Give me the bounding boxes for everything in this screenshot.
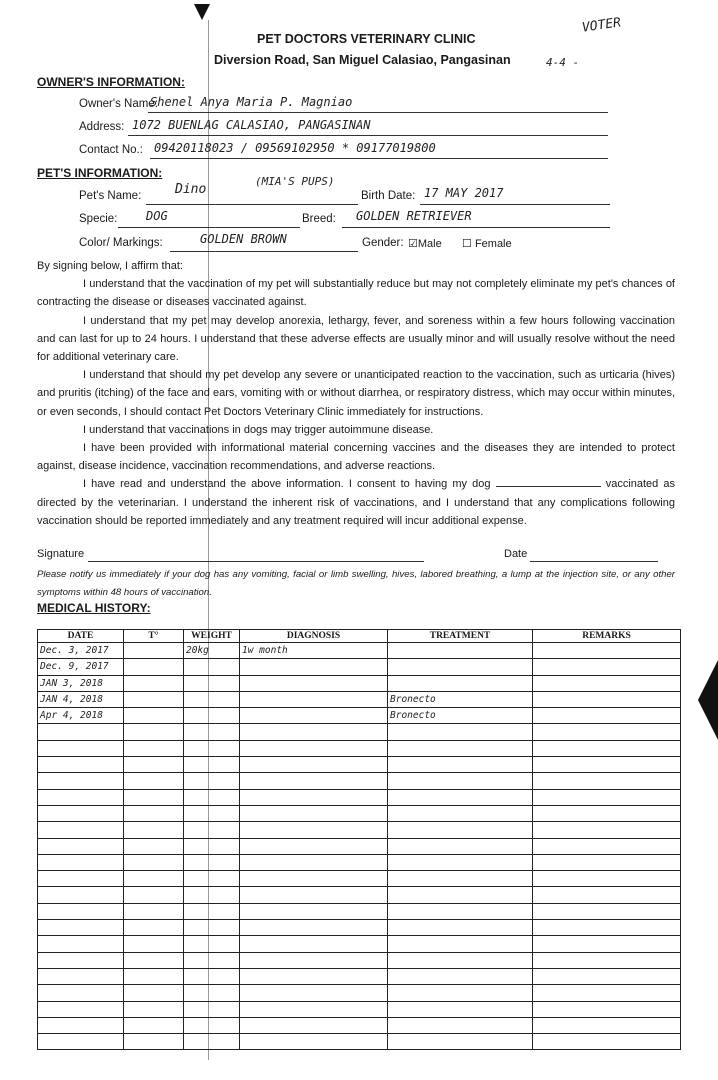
cell-treatment bbox=[388, 920, 533, 936]
consent-p1: I understand that the vaccination of my pet will substantially reduce but may not completely eliminate my pet's chances of contracting the disease or diseases vaccinated against. bbox=[37, 278, 675, 309]
col-temp-header: T° bbox=[124, 630, 184, 643]
cell-treatment bbox=[388, 838, 533, 854]
gender-female-option[interactable] bbox=[462, 237, 512, 250]
date-label: Date bbox=[504, 548, 528, 560]
cell-temp bbox=[124, 1034, 184, 1050]
cell-weight bbox=[184, 1034, 240, 1050]
pet-name-value: Dino bbox=[175, 182, 207, 197]
cell-remarks bbox=[533, 708, 681, 724]
corner-note: VOTER bbox=[581, 15, 622, 36]
cell-treatment bbox=[388, 1017, 533, 1033]
cell-remarks bbox=[533, 887, 681, 903]
cell-weight bbox=[184, 871, 240, 887]
cell-date bbox=[38, 724, 124, 740]
cell-date bbox=[38, 805, 124, 821]
cell-weight bbox=[184, 789, 240, 805]
notice-text: Please notify us immediately if your dog has any vomiting, facial or limb swelling, hives, labored breathing, a lump at the injection site, or any other symptoms within 48 hours of vaccination. bbox=[37, 569, 675, 598]
col-date-header: DATE bbox=[38, 630, 124, 643]
cell-date: JAN 3, 2018 bbox=[38, 675, 124, 691]
cell-weight: 20kg bbox=[184, 643, 240, 659]
cell-temp bbox=[124, 805, 184, 821]
medical-history-table bbox=[37, 629, 681, 1050]
cell-treatment bbox=[388, 936, 533, 952]
consent-p6b: vaccinated as directed by the veterinarian. I understand the inherent risk of vaccinations, and I understand that any complications following vaccination should be reported immediately and any treatment required will incur additional expense. bbox=[37, 478, 676, 527]
cell-diagnosis bbox=[240, 903, 388, 919]
birth-date-value: 17 MAY 2017 bbox=[424, 186, 504, 200]
cell-diagnosis bbox=[240, 1001, 388, 1017]
cell-temp bbox=[124, 936, 184, 952]
cell-diagnosis bbox=[240, 936, 388, 952]
consent-p5: I have been provided with informational material concerning vaccines and the diseases they are intended to protect against, disease incidence, vaccination recommendations, and adverse reactions. bbox=[37, 442, 675, 473]
cell-weight bbox=[184, 952, 240, 968]
table-row bbox=[38, 789, 681, 805]
cell-temp bbox=[124, 643, 184, 659]
breed-label: Breed: bbox=[302, 213, 336, 225]
cell-remarks bbox=[533, 1034, 681, 1050]
cell-weight bbox=[184, 805, 240, 821]
cell-treatment bbox=[388, 805, 533, 821]
cell-treatment bbox=[388, 789, 533, 805]
contact-value: 09420118023 / 09569102950 * 09177019800 bbox=[154, 141, 436, 155]
cell-date bbox=[38, 952, 124, 968]
table-row bbox=[38, 887, 681, 903]
owner-section-title: OWNER'S INFORMATION: bbox=[37, 75, 185, 89]
cell-temp bbox=[124, 838, 184, 854]
cell-treatment bbox=[388, 724, 533, 740]
cell-remarks bbox=[533, 1001, 681, 1017]
cell-remarks bbox=[533, 936, 681, 952]
cell-temp bbox=[124, 757, 184, 773]
table-row bbox=[38, 854, 681, 870]
cell-diagnosis bbox=[240, 1034, 388, 1050]
table-row bbox=[38, 708, 681, 724]
gender-male-text: Male bbox=[417, 238, 442, 250]
pet-section-title: PET'S INFORMATION: bbox=[37, 166, 163, 180]
cell-temp bbox=[124, 968, 184, 984]
cell-weight bbox=[184, 659, 240, 675]
cell-treatment bbox=[388, 903, 533, 919]
scan-marker bbox=[194, 4, 210, 20]
cell-weight bbox=[184, 838, 240, 854]
cell-date bbox=[38, 871, 124, 887]
cell-temp bbox=[124, 773, 184, 789]
cell-temp bbox=[124, 724, 184, 740]
table-header-row bbox=[38, 630, 681, 643]
cell-diagnosis bbox=[240, 985, 388, 1001]
cell-weight bbox=[184, 854, 240, 870]
breed-line bbox=[342, 227, 610, 228]
owner-name-label: Owner's Name: bbox=[79, 98, 158, 110]
cell-diagnosis bbox=[240, 773, 388, 789]
cell-remarks bbox=[533, 1017, 681, 1033]
signature-label: Signature bbox=[37, 548, 85, 560]
table-row bbox=[38, 1001, 681, 1017]
cell-date bbox=[38, 757, 124, 773]
birth-date-line bbox=[420, 204, 610, 205]
cell-treatment bbox=[388, 952, 533, 968]
consent-p6 bbox=[37, 475, 675, 530]
table-row bbox=[38, 920, 681, 936]
owner-name-value: Shenel Anya Maria P. Magniao bbox=[150, 95, 353, 109]
color-value: GOLDEN BROWN bbox=[200, 232, 287, 246]
cell-date bbox=[38, 740, 124, 756]
cell-diagnosis bbox=[240, 854, 388, 870]
cell-diagnosis bbox=[240, 659, 388, 675]
cell-treatment bbox=[388, 985, 533, 1001]
cell-temp bbox=[124, 822, 184, 838]
cell-date bbox=[38, 920, 124, 936]
table-row bbox=[38, 675, 681, 691]
table-row bbox=[38, 822, 681, 838]
cell-date bbox=[38, 1001, 124, 1017]
table-row bbox=[38, 724, 681, 740]
cell-temp bbox=[124, 887, 184, 903]
cell-remarks bbox=[533, 789, 681, 805]
table-row bbox=[38, 903, 681, 919]
cell-weight bbox=[184, 691, 240, 707]
table-row bbox=[38, 985, 681, 1001]
cell-weight bbox=[184, 985, 240, 1001]
cell-diagnosis: 1w month bbox=[240, 643, 388, 659]
color-line bbox=[170, 251, 358, 252]
cell-date bbox=[38, 789, 124, 805]
cell-date bbox=[38, 936, 124, 952]
table-row bbox=[38, 871, 681, 887]
gender-female-text: Female bbox=[474, 238, 512, 250]
table-row bbox=[38, 691, 681, 707]
cell-diagnosis bbox=[240, 968, 388, 984]
table-row bbox=[38, 757, 681, 773]
cell-diagnosis bbox=[240, 675, 388, 691]
cell-weight bbox=[184, 903, 240, 919]
cell-treatment bbox=[388, 968, 533, 984]
table-row bbox=[38, 659, 681, 675]
table-row bbox=[38, 773, 681, 789]
cell-weight bbox=[184, 708, 240, 724]
specie-line bbox=[118, 227, 300, 228]
address-label: Address: bbox=[79, 121, 125, 133]
cell-diagnosis bbox=[240, 952, 388, 968]
cell-weight bbox=[184, 822, 240, 838]
cell-date bbox=[38, 903, 124, 919]
owner-name-line bbox=[148, 112, 608, 113]
contact-line bbox=[150, 158, 608, 159]
corner-note-2: 4-4 - bbox=[546, 56, 580, 69]
cell-remarks bbox=[533, 985, 681, 1001]
cell-treatment bbox=[388, 675, 533, 691]
cell-diagnosis bbox=[240, 805, 388, 821]
clinic-address: Diversion Road, San Miguel Calasiao, Pangasinan bbox=[214, 53, 511, 67]
cell-date: Dec. 9, 2017 bbox=[38, 659, 124, 675]
cell-treatment bbox=[388, 659, 533, 675]
cell-temp bbox=[124, 871, 184, 887]
cell-diagnosis bbox=[240, 920, 388, 936]
cell-treatment bbox=[388, 871, 533, 887]
cell-weight bbox=[184, 773, 240, 789]
cell-weight bbox=[184, 887, 240, 903]
table-row bbox=[38, 1017, 681, 1033]
cell-treatment bbox=[388, 773, 533, 789]
table-row bbox=[38, 1034, 681, 1050]
cell-weight bbox=[184, 920, 240, 936]
col-remarks-header: REMARKS bbox=[533, 630, 681, 643]
cell-date: Apr 4, 2018 bbox=[38, 708, 124, 724]
table-row bbox=[38, 952, 681, 968]
cell-weight bbox=[184, 675, 240, 691]
cell-weight bbox=[184, 936, 240, 952]
cell-temp bbox=[124, 920, 184, 936]
cell-diagnosis bbox=[240, 691, 388, 707]
cell-remarks bbox=[533, 659, 681, 675]
cell-temp bbox=[124, 789, 184, 805]
pet-name-note: (MIA'S PUPS) bbox=[255, 175, 335, 188]
cell-treatment bbox=[388, 740, 533, 756]
cell-treatment bbox=[388, 822, 533, 838]
checkbox-checked-icon: ☑ bbox=[408, 238, 418, 250]
cell-weight bbox=[184, 968, 240, 984]
cell-treatment bbox=[388, 887, 533, 903]
address-value: 1072 BUENLAG CALASIAO, PANGASINAN bbox=[132, 118, 371, 132]
cell-diagnosis bbox=[240, 708, 388, 724]
cell-temp bbox=[124, 708, 184, 724]
cell-date bbox=[38, 1017, 124, 1033]
clinic-name: PET DOCTORS VETERINARY CLINIC bbox=[257, 32, 476, 46]
contact-label: Contact No.: bbox=[79, 144, 143, 156]
table-row bbox=[38, 643, 681, 659]
cell-treatment bbox=[388, 854, 533, 870]
cell-date bbox=[38, 968, 124, 984]
cell-remarks bbox=[533, 643, 681, 659]
cell-remarks bbox=[533, 740, 681, 756]
cell-remarks bbox=[533, 854, 681, 870]
cell-diagnosis bbox=[240, 887, 388, 903]
consent-p4: I understand that vaccinations in dogs may trigger autoimmune disease. bbox=[83, 423, 434, 436]
cell-remarks bbox=[533, 968, 681, 984]
consent-block bbox=[37, 257, 675, 530]
cell-remarks bbox=[533, 805, 681, 821]
cell-temp bbox=[124, 952, 184, 968]
breed-value: GOLDEN RETRIEVER bbox=[356, 209, 472, 223]
cell-remarks bbox=[533, 903, 681, 919]
table-row bbox=[38, 740, 681, 756]
consent-p6a: I have read and understand the above information. I consent to having my dog bbox=[83, 478, 491, 491]
color-label: Color/ Markings: bbox=[79, 237, 163, 249]
gender-label: Gender: bbox=[362, 237, 404, 249]
cell-treatment: Bronecto bbox=[388, 708, 533, 724]
cell-diagnosis bbox=[240, 724, 388, 740]
cell-diagnosis bbox=[240, 740, 388, 756]
col-treatment-header: TREATMENT bbox=[388, 630, 533, 643]
signature-line[interactable] bbox=[88, 561, 424, 562]
cell-remarks bbox=[533, 838, 681, 854]
cell-weight bbox=[184, 1001, 240, 1017]
cell-treatment bbox=[388, 1034, 533, 1050]
birth-date-label: Birth Date: bbox=[361, 190, 416, 202]
cell-treatment bbox=[388, 643, 533, 659]
col-weight-header: WEIGHT bbox=[184, 630, 240, 643]
cell-date bbox=[38, 985, 124, 1001]
cell-remarks bbox=[533, 757, 681, 773]
cell-remarks bbox=[533, 822, 681, 838]
table-row bbox=[38, 936, 681, 952]
cell-weight bbox=[184, 740, 240, 756]
cell-diagnosis bbox=[240, 838, 388, 854]
consent-p2: I understand that my pet may develop anorexia, lethargy, fever, and soreness within a few hours following vaccination and can last for up to 24 hours. I understand that these adverse effects are usually minor and will usually resolve without the need for additional veterinary care. bbox=[37, 314, 675, 364]
cell-diagnosis bbox=[240, 1017, 388, 1033]
cell-date bbox=[38, 822, 124, 838]
cell-date bbox=[38, 1034, 124, 1050]
pet-name-label: Pet's Name: bbox=[79, 190, 142, 202]
cell-temp bbox=[124, 903, 184, 919]
consent-intro: By signing below, I affirm that: bbox=[37, 260, 183, 272]
dog-name-blank[interactable] bbox=[496, 476, 601, 487]
table-row bbox=[38, 968, 681, 984]
table-row bbox=[38, 805, 681, 821]
cell-date bbox=[38, 887, 124, 903]
cell-date bbox=[38, 838, 124, 854]
scan-edge-mark bbox=[698, 660, 718, 740]
cell-temp bbox=[124, 675, 184, 691]
cell-weight bbox=[184, 1017, 240, 1033]
cell-diagnosis bbox=[240, 871, 388, 887]
cell-diagnosis bbox=[240, 789, 388, 805]
specie-value: DOG bbox=[146, 209, 168, 223]
cell-weight bbox=[184, 724, 240, 740]
cell-remarks bbox=[533, 675, 681, 691]
cell-remarks bbox=[533, 920, 681, 936]
consent-p3: I understand that should my pet develop any severe or unanticipated reaction to the vaccination, such as urticaria (hives) and pruritis (itching) of the face and ears, vomiting with or without diarrhea, or respiratory distress, which may occur within minutes, or even seconds, I should contact Pet Doctors Veterinary Clinic immediately for instructions. bbox=[37, 369, 675, 418]
cell-date: Dec. 3, 2017 bbox=[38, 643, 124, 659]
cell-temp bbox=[124, 659, 184, 675]
cell-date: JAN 4, 2018 bbox=[38, 691, 124, 707]
cell-diagnosis bbox=[240, 757, 388, 773]
cell-remarks bbox=[533, 691, 681, 707]
medical-section-title: MEDICAL HISTORY: bbox=[37, 601, 151, 615]
cell-remarks bbox=[533, 871, 681, 887]
specie-label: Specie: bbox=[79, 213, 118, 225]
cell-remarks bbox=[533, 952, 681, 968]
col-diagnosis-header: DIAGNOSIS bbox=[240, 630, 388, 643]
cell-treatment: Bronecto bbox=[388, 691, 533, 707]
cell-diagnosis bbox=[240, 822, 388, 838]
address-line bbox=[128, 135, 608, 136]
cell-temp bbox=[124, 1001, 184, 1017]
cell-weight bbox=[184, 757, 240, 773]
cell-temp bbox=[124, 740, 184, 756]
gender-male-option[interactable] bbox=[408, 237, 442, 250]
cell-date bbox=[38, 773, 124, 789]
cell-date bbox=[38, 854, 124, 870]
table-row bbox=[38, 838, 681, 854]
cell-temp bbox=[124, 985, 184, 1001]
cell-temp bbox=[124, 1017, 184, 1033]
cell-treatment bbox=[388, 1001, 533, 1017]
cell-temp bbox=[124, 691, 184, 707]
pet-name-line bbox=[146, 204, 358, 205]
cell-remarks bbox=[533, 724, 681, 740]
cell-remarks bbox=[533, 773, 681, 789]
cell-treatment bbox=[388, 757, 533, 773]
date-line[interactable] bbox=[530, 561, 658, 562]
cell-temp bbox=[124, 854, 184, 870]
checkbox-icon: ☐ bbox=[462, 238, 472, 250]
